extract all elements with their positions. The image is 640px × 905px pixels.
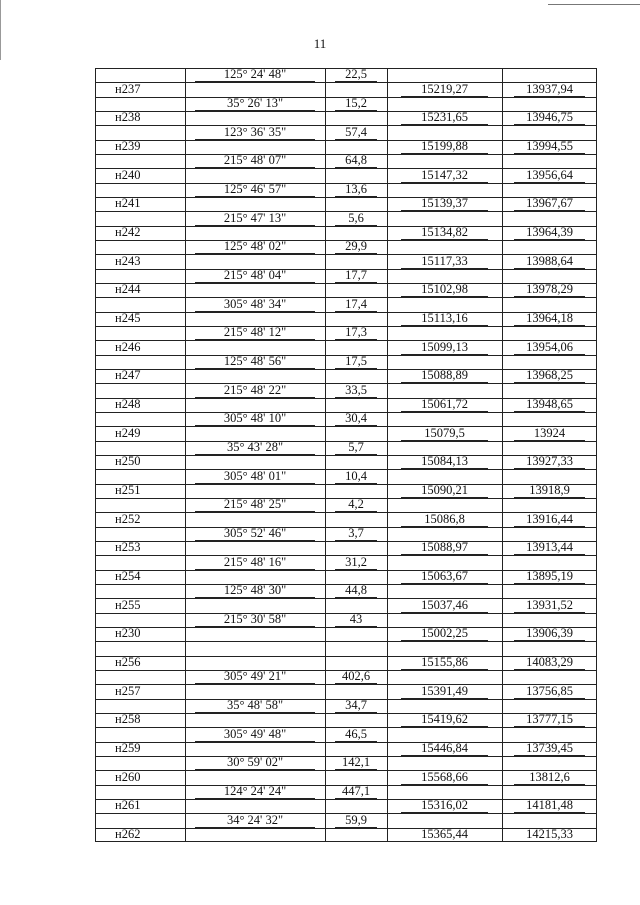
segment-length: 17,4 <box>335 297 377 312</box>
y-coordinate: 13954,06 <box>514 340 585 355</box>
segment-length: 64,8 <box>335 153 377 168</box>
point-label: н251 <box>115 483 141 497</box>
segment-length: 447,1 <box>335 784 377 799</box>
y-coordinate: 13916,44 <box>514 512 585 527</box>
x-coordinate: 15316,02 <box>401 798 488 813</box>
x-coordinate: 15568,66 <box>401 770 488 785</box>
point-label: н246 <box>115 340 141 354</box>
y-coordinate: 13895,19 <box>514 569 585 584</box>
direction-angle: 215° 48' 16" <box>195 555 315 570</box>
point-label: н254 <box>115 569 141 583</box>
top-edge-rule <box>548 4 640 5</box>
segment-length: 46,5 <box>335 727 377 742</box>
point-label: н258 <box>115 712 141 726</box>
x-coordinate: 15061,72 <box>401 397 488 412</box>
point-label: н237 <box>115 82 141 96</box>
y-coordinate: 14083,29 <box>514 655 585 670</box>
y-coordinate: 14181,48 <box>514 798 585 813</box>
segment-length: 59,9 <box>335 813 377 828</box>
segment-length: 4,2 <box>335 497 377 512</box>
y-coordinate: 14215,33 <box>514 827 585 842</box>
direction-angle: 305° 49' 48" <box>195 727 315 742</box>
y-coordinate: 13964,18 <box>514 311 585 326</box>
x-coordinate: 15086,8 <box>401 512 488 527</box>
point-label: н242 <box>115 225 141 239</box>
x-coordinate: 15139,37 <box>401 196 488 211</box>
point-label: н248 <box>115 397 141 411</box>
y-coordinate: 13927,33 <box>514 454 585 469</box>
point-label: н249 <box>115 426 141 440</box>
direction-angle: 305° 52' 46" <box>195 526 315 541</box>
segment-length: 142,1 <box>335 755 377 770</box>
y-coordinate: 13948,65 <box>514 397 585 412</box>
x-coordinate: 15117,33 <box>401 254 488 269</box>
y-coordinate: 13978,29 <box>514 282 585 297</box>
segment-length: 29,9 <box>335 239 377 254</box>
point-label: н240 <box>115 168 141 182</box>
point-label: н255 <box>115 598 141 612</box>
y-coordinate: 13924 <box>514 426 585 441</box>
y-coordinate: 13994,55 <box>514 139 585 154</box>
direction-angle: 215° 48' 07" <box>195 153 315 168</box>
point-label: н259 <box>115 741 141 755</box>
direction-angle: 305° 49' 21" <box>195 669 315 684</box>
x-coordinate: 15090,21 <box>401 483 488 498</box>
segment-length: 44,8 <box>335 583 377 598</box>
direction-angle: 35° 43' 28" <box>195 440 315 455</box>
point-label: н260 <box>115 770 141 784</box>
point-label: н256 <box>115 655 141 669</box>
direction-angle: 215° 48' 25" <box>195 497 315 512</box>
point-label: н247 <box>115 368 141 382</box>
segment-length: 43 <box>335 612 377 627</box>
y-coordinate: 13968,25 <box>514 368 585 383</box>
x-coordinate: 15088,97 <box>401 540 488 555</box>
x-coordinate: 15037,46 <box>401 598 488 613</box>
segment-length: 13,6 <box>335 182 377 197</box>
segment-length: 5,6 <box>335 211 377 226</box>
x-coordinate: 15446,84 <box>401 741 488 756</box>
x-coordinate: 15199,88 <box>401 139 488 154</box>
point-label: н253 <box>115 540 141 554</box>
direction-angle: 305° 48' 10" <box>195 411 315 426</box>
x-coordinate: 15391,49 <box>401 684 488 699</box>
x-coordinate: 15099,13 <box>401 340 488 355</box>
segment-length: 22,5 <box>335 67 377 82</box>
y-coordinate: 13918,9 <box>514 483 585 498</box>
point-label: н261 <box>115 798 141 812</box>
point-label: н250 <box>115 454 141 468</box>
segment-length: 17,7 <box>335 268 377 283</box>
direction-angle: 124° 24' 24" <box>195 784 315 799</box>
y-coordinate: 13931,52 <box>514 598 585 613</box>
point-label: н239 <box>115 139 141 153</box>
direction-angle: 215° 48' 12" <box>195 325 315 340</box>
segment-length: 33,5 <box>335 383 377 398</box>
direction-angle: 35° 48' 58" <box>195 698 315 713</box>
direction-angle: 123° 36' 35" <box>195 125 315 140</box>
segment-length: 31,2 <box>335 555 377 570</box>
direction-angle: 35° 26' 13" <box>195 96 315 111</box>
direction-angle: 215° 30' 58" <box>195 612 315 627</box>
y-coordinate: 13937,94 <box>514 82 585 97</box>
point-label: н252 <box>115 512 141 526</box>
y-coordinate: 13946,75 <box>514 110 585 125</box>
x-coordinate: 15365,44 <box>401 827 488 842</box>
y-coordinate: 13739,45 <box>514 741 585 756</box>
direction-angle: 125° 48' 56" <box>195 354 315 369</box>
point-label: н230 <box>115 626 141 640</box>
segment-length: 5,7 <box>335 440 377 455</box>
y-coordinate: 13777,15 <box>514 712 585 727</box>
page-number: 11 <box>313 36 327 51</box>
x-coordinate: 15155,86 <box>401 655 488 670</box>
direction-angle: 125° 46' 57" <box>195 182 315 197</box>
segment-length: 402,6 <box>335 669 377 684</box>
x-coordinate: 15231,65 <box>401 110 488 125</box>
point-label: н241 <box>115 196 141 210</box>
coordinates-table <box>95 68 597 842</box>
direction-angle: 30° 59' 02" <box>195 755 315 770</box>
direction-angle: 34° 24' 32" <box>195 813 315 828</box>
point-label: н244 <box>115 282 141 296</box>
segment-length: 34,7 <box>335 698 377 713</box>
direction-angle: 305° 48' 34" <box>195 297 315 312</box>
direction-angle: 215° 47' 13" <box>195 211 315 226</box>
direction-angle: 125° 24' 48" <box>195 67 315 82</box>
segment-length: 17,5 <box>335 354 377 369</box>
segment-length: 17,3 <box>335 325 377 340</box>
x-coordinate: 15088,89 <box>401 368 488 383</box>
segment-length: 3,7 <box>335 526 377 541</box>
segment-length: 15,2 <box>335 96 377 111</box>
direction-angle: 215° 48' 22" <box>195 383 315 398</box>
x-coordinate: 15134,82 <box>401 225 488 240</box>
direction-angle: 305° 48' 01" <box>195 469 315 484</box>
x-coordinate: 15084,13 <box>401 454 488 469</box>
x-coordinate: 15063,67 <box>401 569 488 584</box>
x-coordinate: 15419,62 <box>401 712 488 727</box>
direction-angle: 215° 48' 04" <box>195 268 315 283</box>
y-coordinate: 13756,85 <box>514 684 585 699</box>
y-coordinate: 13906,39 <box>514 626 585 641</box>
point-label: н243 <box>115 254 141 268</box>
x-coordinate: 15219,27 <box>401 82 488 97</box>
point-label: н257 <box>115 684 141 698</box>
segment-length: 10,4 <box>335 469 377 484</box>
y-coordinate: 13913,44 <box>514 540 585 555</box>
x-coordinate: 15079,5 <box>401 426 488 441</box>
y-coordinate: 13812,6 <box>514 770 585 785</box>
y-coordinate: 13964,39 <box>514 225 585 240</box>
segment-length: 57,4 <box>335 125 377 140</box>
y-coordinate: 13956,64 <box>514 168 585 183</box>
y-coordinate: 13988,64 <box>514 254 585 269</box>
segment-length: 30,4 <box>335 411 377 426</box>
point-label: н245 <box>115 311 141 325</box>
x-coordinate: 15102,98 <box>401 282 488 297</box>
point-label: н262 <box>115 827 141 841</box>
table-row-rule <box>95 641 597 642</box>
direction-angle: 125° 48' 30" <box>195 583 315 598</box>
point-label: н238 <box>115 110 141 124</box>
x-coordinate: 15113,16 <box>401 311 488 326</box>
x-coordinate: 15147,32 <box>401 168 488 183</box>
x-coordinate: 15002,25 <box>401 626 488 641</box>
y-coordinate: 13967,67 <box>514 196 585 211</box>
direction-angle: 125° 48' 02" <box>195 239 315 254</box>
